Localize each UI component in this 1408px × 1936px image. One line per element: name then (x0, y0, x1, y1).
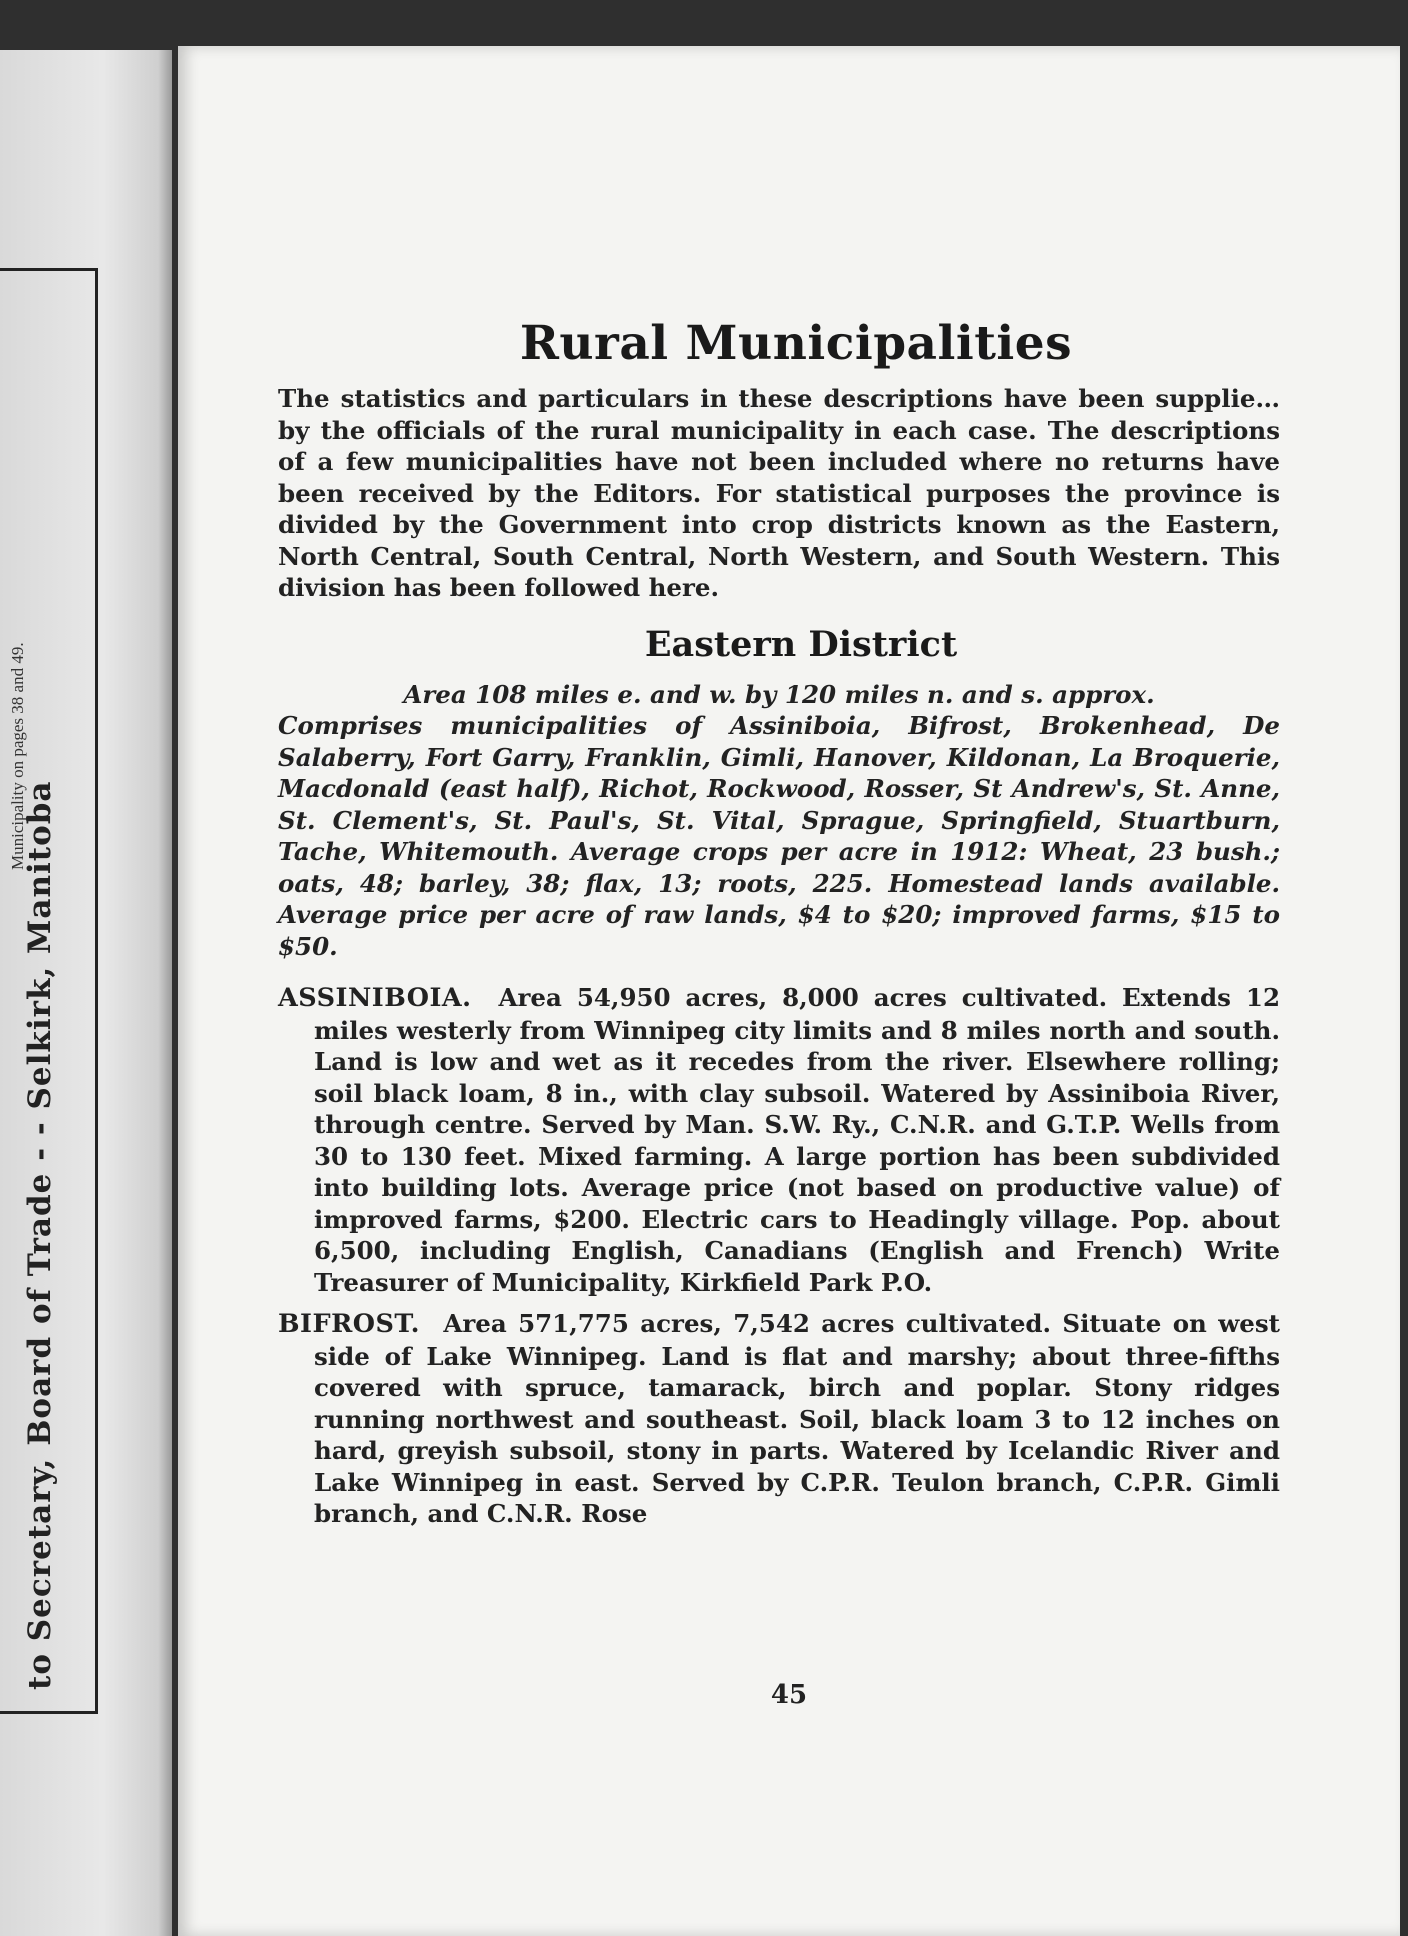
previous-page-edge (0, 50, 172, 1936)
entry-bifrost (278, 1308, 1280, 1530)
intro-paragraph: The statistics and particulars in these descriptions have been supplie… by the officials of the rural municipality in each case. The descriptions of a few municipalities have not been included where no returns have been received by the Editors. For statistical purposes the province is divided by the Government into crop districts known as the Eastern, North Central, South Central, North Western, and South Western. This division has been followed here. (278, 384, 1280, 602)
entry-text: Area 54,950 acres, 8,000 acres cultivated. Extends 12 miles westerly from Winnipeg city limits and 8 miles north and south. Land is low and wet as it recedes from the river. Elsewhere rolling; soil black loam, 8 in., with clay subsoil. Watered by Assiniboia River, through centre. Served by Man. S.W. Ry., C.N.R. and G.T.P. Wells from 30 to 130 feet. Mixed farming. A large portion has been subdivided into building lots. Average price (not based on productive value) of improved farms, $200. Electric cars to Headingly village. Pop. about 6,500, including English, Canadians (English and French) Write Treasurer of Municipality, Kirkfield Park P.O. (314, 983, 1281, 1297)
side-note-text: Municipality on pages 38 and 49. (8, 642, 27, 870)
page-content (278, 274, 1280, 1540)
district-area: Area 108 miles e. and w. by 120 miles n. and s. approx. (403, 679, 1155, 709)
district-description (278, 679, 1280, 963)
side-advert-text: to Secretary, Board of Trade - - Selkirk, Manitoba (22, 780, 58, 1690)
entry-text: Area 571,775 acres, 7,542 acres cultivated. Situate on west side of Lake Winnipeg. Land is flat and marshy; about three-fifths covered with spruce, tamarack, birch and poplar. Stony ridges running northwest and southeast. Soil, black loam 3 to 12 inches on hard, greyish subsoil, stony in parts. Watered by Icelandic River and Lake Winnipeg in east. Served by C.P.R. Teulon branch, C.P.R. Gimli branch, and C.N.R. Rose (314, 1309, 1280, 1528)
page-title: Rural Municipalities (519, 316, 1073, 371)
entry-name: ASSINIBOIA. (278, 983, 472, 1013)
book-page (178, 46, 1400, 1936)
entry-assiniboia (278, 982, 1280, 1298)
entry-name: BIFROST. (278, 1309, 420, 1339)
district-title: Eastern District (644, 623, 958, 665)
district-details: Comprises municipalities of Assiniboia, Bifrost, Brokenhead, De Salaberry, Fort Garry, Franklin, Gimli, Hanover, Kildonan, La Broquerie, Macdonald (east half), Richot, Rockwood, Rosser, St Andrew's, St. Anne, St. Clement's, St. Paul's, St. Vital, Sprague, Springfield, Stuartburn, Tache, Whitemouth. Average crops per acre in 1912: Wheat, 23 bush.; oats, 48; barley, 38; flax, 13; roots, 225. Homestead lands available. Average price per acre of raw lands, $4 to $20; improved farms, $15 to $50. (278, 711, 1280, 961)
page-number: 45 (770, 1680, 808, 1710)
